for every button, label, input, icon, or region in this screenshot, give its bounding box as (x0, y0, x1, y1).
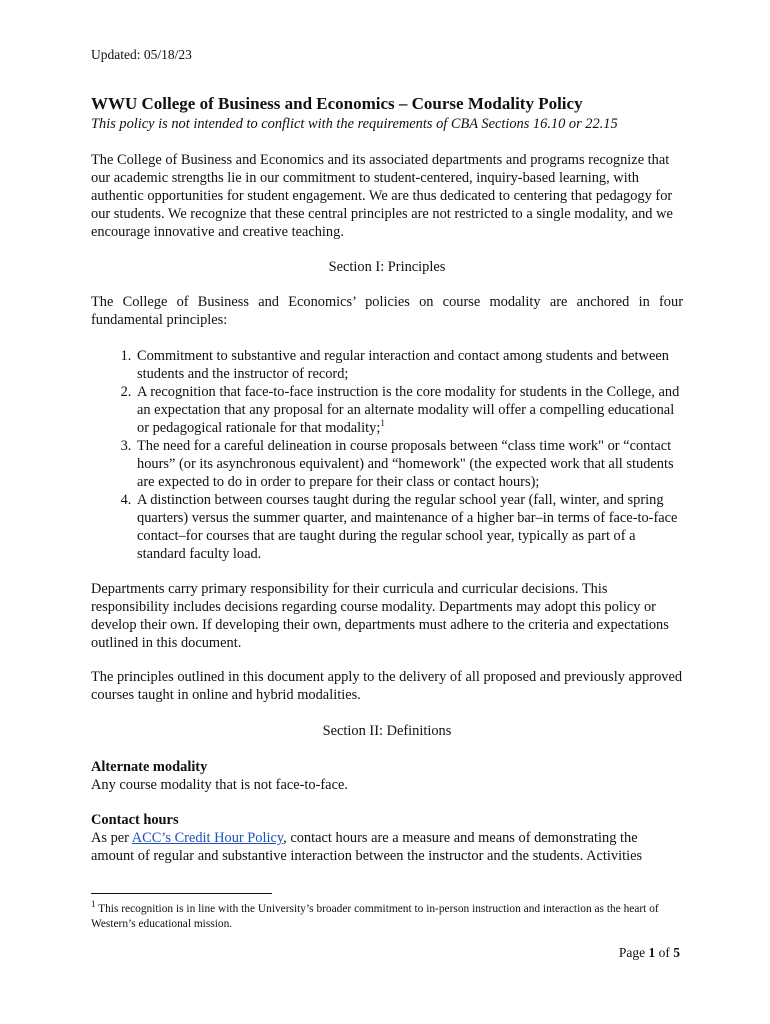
page-separator: of (655, 945, 674, 960)
principle-text: A distinction between courses taught during the regular school year (fall, winter, and spring quarters) versus the summer quarter, and maintenance of a higher bar–in terms of face-to-face contact–for courses that are taught during the regular school year, typically as part of a standard faculty load. (137, 492, 678, 562)
definition-text-before-link: As per (91, 830, 132, 846)
list-item (135, 491, 683, 563)
page-title: WWU College of Business and Economics – Course Modality Policy (91, 94, 583, 113)
principles-lead-paragraph: The College of Business and Economics’ policies on course modality are anchored in four fundamental principles: (91, 294, 683, 328)
definition-text-alternate-modality: Any course modality that is not face-to-face. (91, 777, 348, 793)
definition-term-alternate-modality: Alternate modality (91, 759, 208, 775)
section-1-heading: Section I: Principles (328, 259, 446, 275)
footnote (91, 899, 683, 932)
scope-paragraph: The principles outlined in this document apply to the delivery of all proposed and previously approved courses taught in online and hybrid modalities. (91, 669, 683, 703)
page-number (580, 944, 680, 962)
page-current: 1 (648, 945, 656, 960)
section-2-heading: Section II: Definitions (322, 723, 452, 739)
definition-text-contact-hours (91, 829, 683, 865)
footnote-divider (91, 893, 272, 894)
principle-text: A recognition that face-to-face instruction is the core modality for students in the College, and an expectation that any proposal for an alternate modality will offer a compelling educational or pedagogical rationale for that modality; (137, 384, 680, 436)
page-label: Page (618, 945, 649, 960)
intro-paragraph: The College of Business and Economics and its associated departments and programs recognize that our academic strengths lie in our commitment to student-centered, inquiry-based learning, with authentic opportunities for student engagement. We are thus dedicated to centering that pedagogy for our students. We recognize that these central principles are not restricted to a single modality, and we encourage innovative and creative teaching. (91, 152, 673, 240)
updated-date: Updated: 05/18/23 (91, 47, 192, 62)
footnote-reference[interactable]: 1 (380, 418, 385, 429)
definition-term-contact-hours: Contact hours (91, 812, 179, 828)
list-item (135, 437, 683, 491)
principles-list (91, 347, 683, 563)
page-total: 5 (673, 945, 680, 960)
credit-hour-policy-link[interactable]: ACC’s Credit Hour Policy (131, 830, 284, 846)
page-subtitle: This policy is not intended to conflict with the requirements of CBA Sections 16.10 or 22.15 (91, 116, 618, 132)
departments-paragraph: Departments carry primary responsibility for their curricula and curricular decisions. This responsibility includes decisions regarding course modality. Departments may adopt this policy or develop their own. If developing their own, departments must adhere to the criteria and expectations outlined in this document. (91, 581, 669, 651)
list-item (135, 347, 683, 383)
definition-text-after-link: , contact hours are a measure and means of demonstrating the amount of regular and substantive interaction between the instructor and the students. Activities (91, 830, 643, 864)
footnote-text: This recognition is in line with the University’s broader commitment to in-person instruction and interaction as the heart of Western’s educational mission. (91, 903, 659, 930)
footnote-number: 1 (91, 899, 96, 910)
principle-text: The need for a careful delineation in course proposals between “class time work" or “contact hours” (or its asynchronous equivalent) and “homework" (the expected work that all students are expected to do in order to prepare for their class or contact hours); (137, 438, 674, 490)
principle-text: Commitment to substantive and regular interaction and contact among students and between students and the instructor of record; (137, 348, 669, 382)
list-item (135, 383, 683, 437)
